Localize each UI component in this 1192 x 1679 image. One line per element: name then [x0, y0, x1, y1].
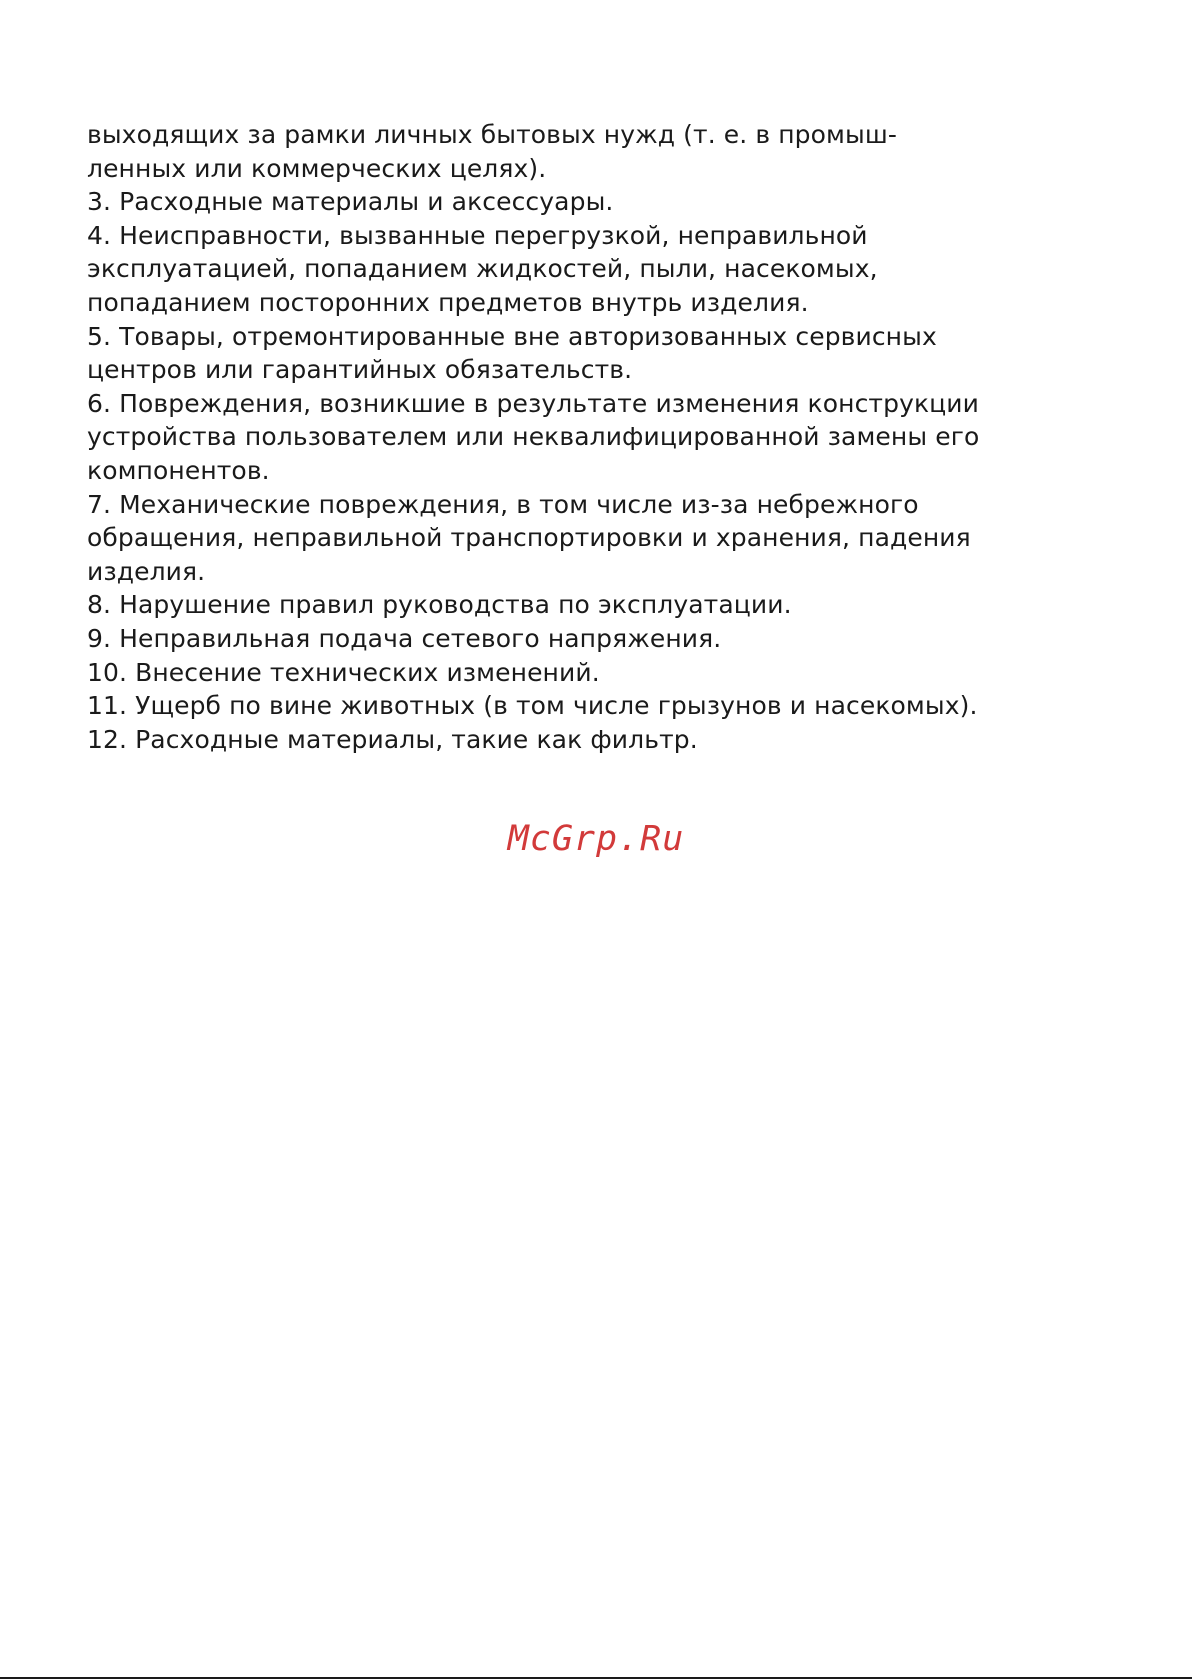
- text-line: обращения, неправильной транспортировки и хранения, падения: [87, 523, 971, 553]
- text-line: 6. Повреждения, возникшие в результате изменения конструкции: [87, 388, 979, 418]
- text-line: 9. Неправильная подача сетевого напряжения.: [87, 623, 722, 653]
- text-line: 7. Механические повреждения, в том числе из-за небрежного: [87, 489, 919, 519]
- text-line: 11. Ущерб по вине животных (в том числе грызунов и насекомых).: [87, 691, 978, 721]
- text-line: центров или гарантийных обязательств.: [87, 355, 633, 385]
- text-line: попаданием посторонних предметов внутрь изделия.: [87, 287, 809, 317]
- text-line: 10. Внесение технических изменений.: [87, 657, 600, 687]
- text-line: эксплуатацией, попаданием жидкостей, пыли, насекомых,: [87, 254, 878, 284]
- text-line: изделия.: [87, 556, 206, 586]
- text-line: 4. Неисправности, вызванные перегрузкой, неправильной: [87, 220, 868, 250]
- document-body: [87, 118, 1087, 756]
- watermark-logo[interactable]: McGrp.Ru: [507, 819, 685, 859]
- text-line: 3. Расходные материалы и аксессуары.: [87, 187, 614, 217]
- text-line: устройства пользователем или неквалифицированной замены его: [87, 422, 980, 452]
- text-line: 8. Нарушение правил руководства по эксплуатации.: [87, 590, 792, 620]
- text-line: 5. Товары, отремонтированные вне авторизованных сервисных: [87, 321, 937, 351]
- text-line: компонентов.: [87, 455, 270, 485]
- text-line: ленных или коммерческих целях).: [87, 153, 547, 183]
- text-line: 12. Расходные материалы, такие как фильтр.: [87, 724, 698, 754]
- text-line: выходящих за рамки личных бытовых нужд (т. е. в промыш-: [87, 120, 897, 149]
